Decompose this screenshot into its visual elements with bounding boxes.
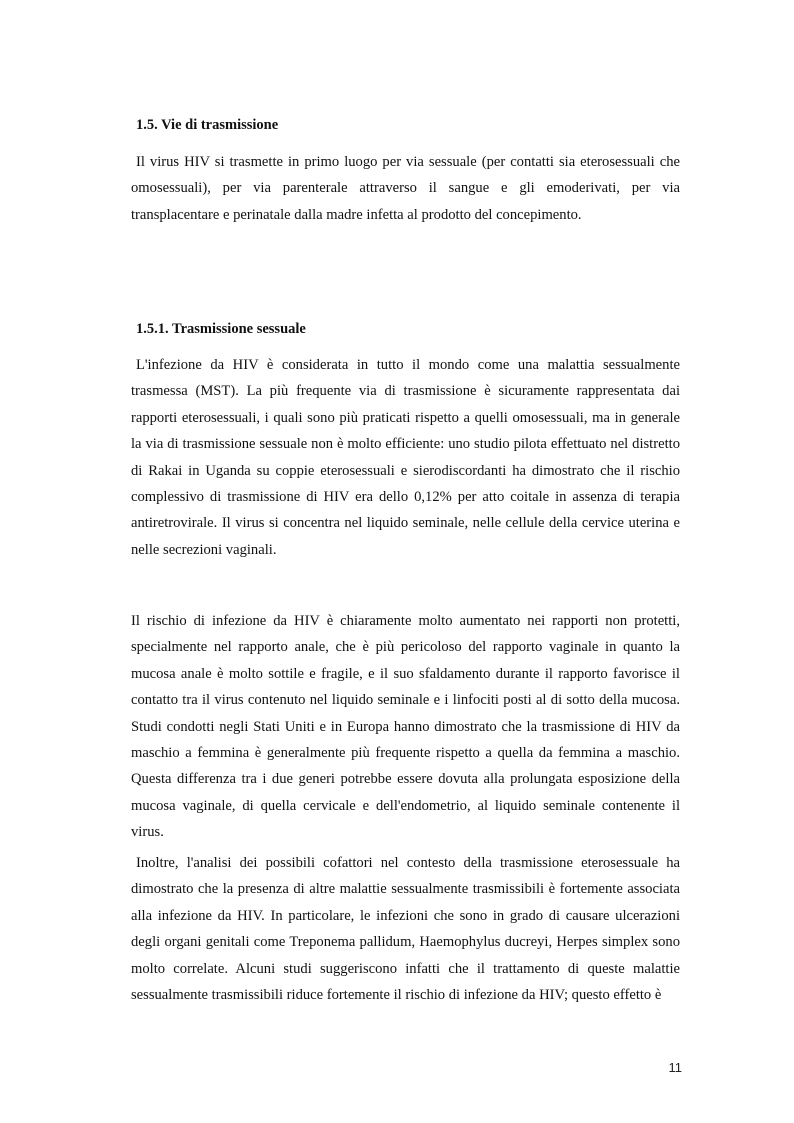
subsection-paragraph-1: L'infezione da HIV è considerata in tutto il mondo come una malattia sessualmente trasmessa (MST). La più frequente via di trasmissione è sicuramente rappresentata dai rapporti eterosessuali, i quali sono più praticati rispetto a quelli omosessuali, ma in generale la via di trasmissione sessuale non è molto efficiente: uno studio pilota effettuato nel distretto di Rakai in Uganda su coppie eterosessuali e sierodiscordanti ha dimostrato che il rischio complessivo di trasmissione di HIV era dello 0,12% per atto coitale in assenza di terapia antiretrovirale. Il virus si concentra nel liquido seminale, nelle cellule della cervice uterina e nelle secrezioni vaginali. <box>131 357 680 558</box>
section-heading: 1.5. Vie di trasmissione <box>136 117 279 133</box>
subsection-paragraph-2: Il rischio di infezione da HIV è chiaramente molto aumentato nei rapporti non protetti, specialmente nel rapporto anale, che è più pericoloso del rapporto vaginale in quanto la mucosa anale è molto sottile e fragile, e il suo sfaldamento durante il rapporto favorisce il contatto tra il virus contenuto nel liquido seminale e i linfociti posti al di sotto della mucosa. Studi condotti negli Stati Uniti e in Europa hanno dimostrato che la trasmissione di HIV da maschio a femmina è generalmente più frequente rispetto a quella da femmina a maschio. Questa differenza tra i due generi potrebbe essere dovuta alla prolungata esposizione della mucosa vaginale, di quella cervicale e dell'endometrio, al liquido seminale contenente il virus. <box>131 613 680 841</box>
section-paragraph: Il virus HIV si trasmette in primo luogo per via sessuale (per contatti sia eterosessuali che omosessuali), per via parenterale attraverso il sangue e gli emoderivati, per via transplacentare e perinatale dalla madre infetta al prodotto del concepimento. <box>131 154 680 223</box>
subsection-paragraph-3: Inoltre, l'analisi dei possibili cofattori nel contesto della trasmissione eterosessuale ha dimostrato che la presenza di altre malattie sessualmente trasmissibili è fortemente associata alla infezione da HIV. In particolare, le infezioni che sono in grado di causare ulcerazioni degli organi genitali come Treponema pallidum, Haemophylus ducreyi, Herpes simplex sono molto correlate. Alcuni studi suggeriscono infatti che il trattamento di queste malattie sessualmente trasmissibili riduce fortemente il rischio di infezione da HIV; questo effetto è <box>131 855 680 1004</box>
page-number: 11 <box>668 1060 682 1075</box>
subsection-heading: 1.5.1. Trasmissione sessuale <box>136 321 306 337</box>
